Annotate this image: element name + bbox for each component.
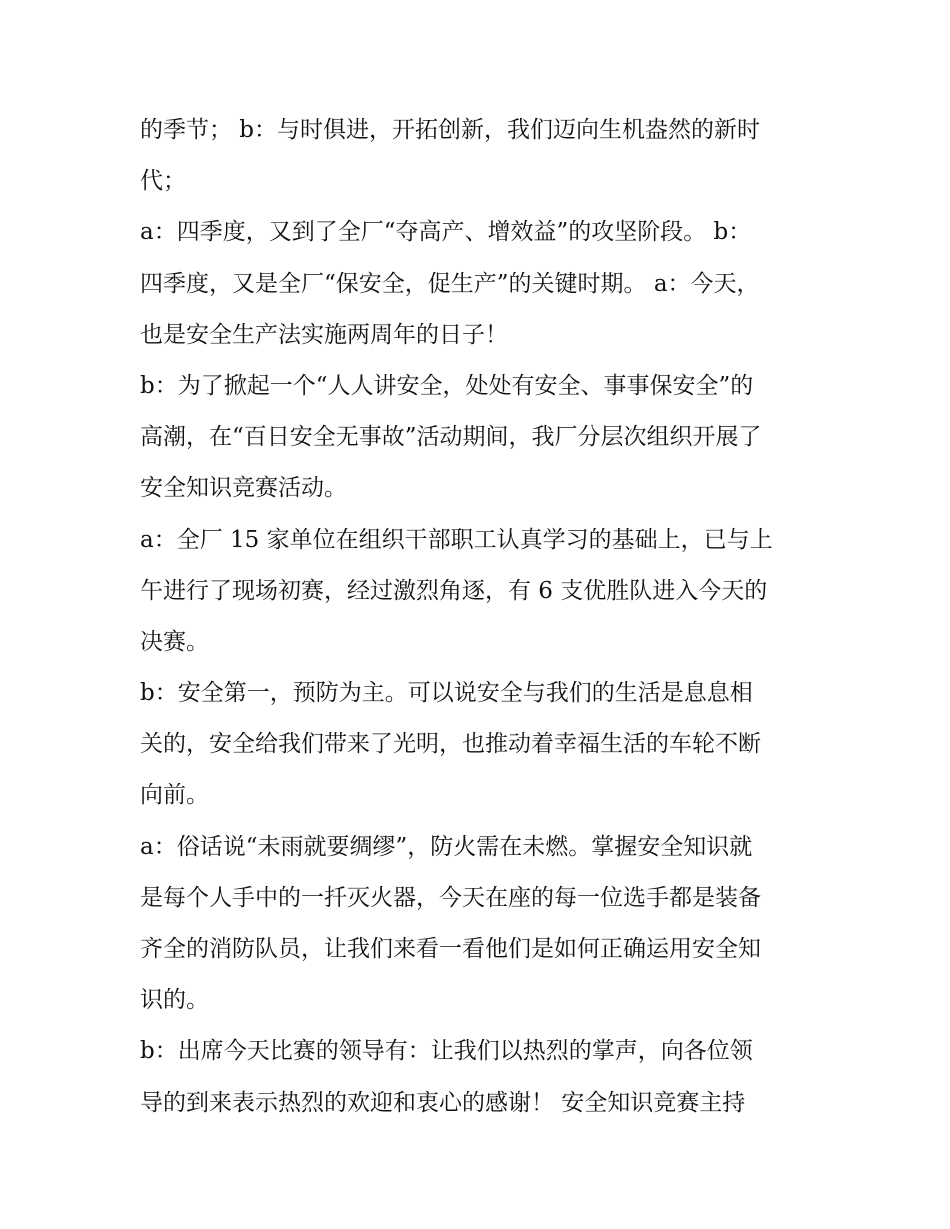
- text-line: 向前。: [140, 782, 209, 809]
- document-body: [140, 105, 830, 1129]
- text-line: 关的，安全给我们带来了光明，也推动着幸福生活的车轮不断: [140, 731, 761, 758]
- text-line: 导的到来表示热烈的欢迎和衷心的感谢！ 安全知识竞赛主持: [140, 1089, 746, 1116]
- text-line: 齐全的消防队员，让我们来看一看他们是如何正确运用安全知: [140, 936, 761, 962]
- text-line: b：为了掀起一个“人人讲安全，处处有安全、事事保安全”的: [140, 372, 754, 399]
- text-line: 四季度，又是全厂“保安全，促生产”的关键时期。 a：今天，: [140, 270, 760, 297]
- text-line: 的季节； b：与时俱进，开拓创新，我们迈向生机盎然的新时: [140, 117, 761, 143]
- text-line: a：四季度，又到了全厂“夺高产、增效益”的攻坚阶段。 b：: [140, 219, 752, 246]
- text-line: a：俗话说“未雨就要绸缪”，防火需在未燃。掌握安全知识就: [140, 833, 753, 860]
- text-line: 也是安全生产法实施两周年的日子！: [140, 321, 508, 348]
- text-line: 决赛。: [140, 628, 209, 655]
- text-line: 识的。: [140, 987, 209, 1014]
- text-line: b：出席今天比赛的领导有：让我们以热烈的掌声，向各位领: [140, 1038, 753, 1065]
- text-line: 是每个人手中的一扦灭火器，今天在座的每一位选手都是装备: [140, 884, 761, 911]
- text-line: a：全厂 15 家单位在组织干部职工认真学习的基础上，已与上: [140, 526, 773, 553]
- text-line: 安全知识竞赛活动。: [140, 475, 347, 502]
- text-line: 高潮，在“百日安全无事故”活动期间，我厂分层次组织开展了: [140, 424, 762, 451]
- text-line: 代；: [140, 168, 186, 195]
- text-line: b：安全第一，预防为主。可以说安全与我们的生活是息息相: [140, 680, 753, 707]
- text-line: 午进行了现场初赛，经过激烈角逐，有 6 支优胜队进入今天的: [140, 577, 768, 604]
